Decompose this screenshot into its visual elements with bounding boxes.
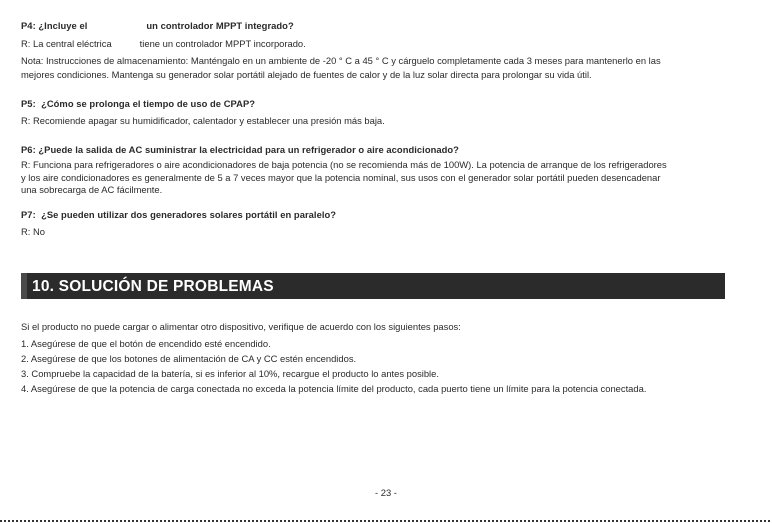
faq-question-p4-part2: un controlador MPPT integrado? [146,20,294,31]
faq-question-p7-label: P7: [21,209,36,220]
troubleshooting-intro: Si el producto no puede cargar o alimentar otro dispositivo, verifique de acuerdo con los siguientes pasos: [21,321,461,332]
faq-question-p7 [21,209,336,220]
faq-answer-p5: R: Recomiende apagar su humidificador, calentador y establecer una presión más baja. [21,115,385,126]
faq-note-p4-line2: mejores condiciones. Mantenga su generador solar portátil alejado de fuentes de calor y de la luz solar directa para prolongar su vida útil. [21,69,592,80]
faq-answer-p4 [21,37,306,51]
page-number: - 23 - [375,487,397,498]
faq-answer-p4-part1: R: La central eléctrica [21,38,112,49]
faq-question-p4-part1: P4: ¿Incluye el [21,20,88,31]
faq-answer-p4-part2: tiene un controlador MPPT incorporado. [139,38,306,49]
faq-question-p5 [21,98,255,109]
bottom-dotted-rule [0,520,772,522]
faq-question-p4 [21,20,294,31]
troubleshooting-step-2: 2. Asegúrese de que los botones de alimentación de CA y CC estén encendidos. [21,353,357,364]
faq-answer-p6-line3: una sobrecarga de AC fácilmente. [21,184,163,195]
faq-answer-p6-line2: y los aire condicionadores es generalmente de 5 a 7 veces mayor que la potencia nominal, sus usos con el generador solar portátil pueden desencadenar [21,172,661,183]
faq-answer-p6-line1: R: Funciona para refrigeradores o aire acondicionadores de baja potencia (no se recomienda más de 100W). La potencia de arranque de los refrigeradores [21,159,667,170]
section-title: 10. SOLUCIÓN DE PROBLEMAS [32,278,274,295]
faq-question-p5-text: ¿Cómo se prolonga el tiempo de uso de CPAP? [41,98,256,109]
troubleshooting-step-1: 1. Asegúrese de que el botón de encendido esté encendido. [21,338,271,349]
troubleshooting-step-4: 4. Asegúrese de que la potencia de carga conectada no exceda la potencia límite del producto, cada puerto tiene un límite para la potencia conectada. [21,383,647,394]
faq-answer-p7: R: No [21,226,45,237]
section-banner [21,273,725,299]
troubleshooting-step-3: 3. Compruebe la capacidad de la batería, si es inferior al 10%, recargue el producto lo antes posible. [21,368,439,379]
faq-question-p5-label: P5: [21,98,36,109]
faq-question-p7-text: ¿Se pueden utilizar dos generadores solares portátil en paralelo? [41,209,337,220]
faq-question-p6: P6: ¿Puede la salida de AC suministrar la electricidad para un refrigerador o aire acondicionado? [21,144,459,155]
faq-note-p4-line1: Nota: Instrucciones de almacenamiento: Manténgalo en un ambiente de -20 ° C a 45 ° C y cárguelo completamente cada 3 meses para mantenerlo en las [21,55,661,66]
